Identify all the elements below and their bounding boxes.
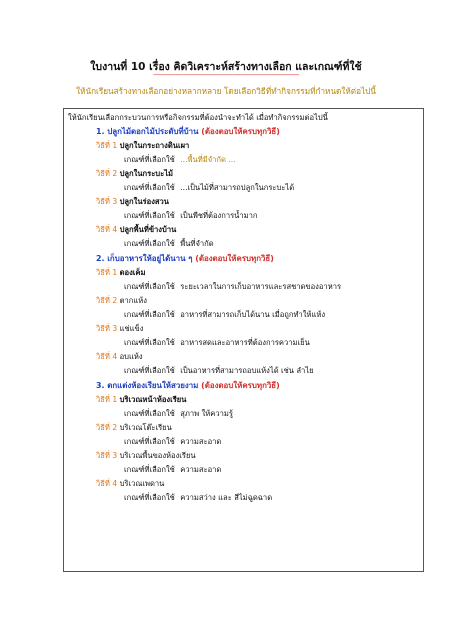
section-2-criteria-2: เกณฑ์ที่เลือกใช้ อาหารที่สามารถเก็บได้นาน เมื่อถูกทำให้แห้ง	[124, 310, 326, 319]
section-2-method-2: วิธีที่ 2 ตากแห้ง	[96, 296, 147, 305]
section-3-method-1: วิธีที่ 1 บริเวณหน้าห้องเรียน	[96, 395, 187, 404]
section-2-method-4: วิธีที่ 4 อบแห้ง	[96, 352, 143, 361]
section-3-method-3: วิธีที่ 3 บริเวณพื้นของห้องเรียน	[96, 451, 196, 460]
section-3-title: 3. ตกแต่งห้องเรียนให้สวยงาม (ต้องตอบให้ครบทุกวิธี)	[96, 381, 280, 390]
section-3-criteria-3: เกณฑ์ที่เลือกใช้ ความสะอาด	[124, 465, 222, 474]
section-1-criteria-3: เกณฑ์ที่เลือกใช้ เป็นพืชที่ต้องการน้ำมาก	[124, 211, 258, 220]
section-1-method-3: วิธีที่ 3 ปลูกในร่องสวน	[96, 197, 169, 206]
section-3-criteria-4: เกณฑ์ที่เลือกใช้ ความสว่าง และ สีไม่ฉูดฉาด	[124, 493, 273, 502]
section-2-criteria-3: เกณฑ์ที่เลือกใช้ อาหารสดและอาหารที่ต้องการความเย็น	[124, 338, 310, 347]
section-1-method-4: วิธีที่ 4 ปลูกพื้นที่ข้างบ้าน	[96, 225, 177, 234]
instruction-text: ให้นักเรียนสร้างทางเลือกอย่างหลากหลาย โดยเลือกวิธีที่ทำกิจกรรมที่กำหนดให้ต่อไปนี้	[76, 86, 376, 96]
section-2-criteria-4: เกณฑ์ที่เลือกใช้ เป็นอาหารที่สามารถอบแห้งได้ เช่น ลำไย	[124, 366, 314, 375]
worksheet-title: ใบงานที่ 10 เรื่อง คิดวิเคราะห์สร้างทางเลือก และเกณฑ์ที่ใช้	[90, 61, 362, 73]
section-2-criteria-1: เกณฑ์ที่เลือกใช้ ระยะเวลาในการเก็บอาหารและรสชาดของอาหาร	[124, 282, 342, 291]
section-1-method-2: วิธีที่ 2 ปลูกในกระบะไม้	[96, 169, 174, 178]
section-1-criteria-4: เกณฑ์ที่เลือกใช้ พื้นที่จำกัด	[124, 239, 214, 248]
section-3-requirement: (ต้องตอบให้ครบทุกวิธี)	[201, 381, 280, 390]
section-1-method-1: วิธีที่ 1 ปลูกในกระถางดินเผา	[96, 141, 190, 150]
section-2-requirement: (ต้องตอบให้ครบทุกวิธี)	[195, 254, 274, 263]
section-3-criteria-2: เกณฑ์ที่เลือกใช้ ความสะอาด	[124, 437, 222, 446]
section-1-requirement: (ต้องตอบให้ครบทุกวิธี)	[201, 127, 280, 136]
answer-box	[63, 108, 424, 572]
section-1-criteria-2: เกณฑ์ที่เลือกใช้ ...เป็นไม้ที่สามารถปลูกในกระบะได้	[124, 183, 295, 192]
section-2-method-3: วิธีที่ 3 แช่แข็ง	[96, 324, 144, 333]
section-1-title: 1. ปลูกไม้ดอกไม้ประดับที่บ้าน (ต้องตอบให้ครบทุกวิธี)	[96, 127, 280, 136]
section-3-method-4: วิธีที่ 4 บริเวณเพดาน	[96, 479, 165, 488]
box-intro: ให้นักเรียนเลือกกระบวนการหรือกิจกรรมที่ต้องนำจะทำได้ เมื่อทำกิจกรรมต่อไปนี้	[68, 113, 328, 122]
section-3-criteria-1: เกณฑ์ที่เลือกใช้ สุภาพ ให้ความรู้	[124, 409, 233, 418]
section-3-method-2: วิธีที่ 2 บริเวณโต๊ะเรียน	[96, 423, 172, 432]
section-2-title: 2. เก็บอาหารให้อยู่ได้นาน ๆ (ต้องตอบให้ครบทุกวิธี)	[96, 254, 274, 263]
dashed-divider: ------------------------------------------------------------------------	[153, 71, 299, 79]
section-1-criteria-1: เกณฑ์ที่เลือกใช้ ...พื้นที่มีจำกัด ...	[124, 155, 236, 164]
section-2-method-1: วิธีที่ 1 ดองเค็ม	[96, 268, 146, 277]
